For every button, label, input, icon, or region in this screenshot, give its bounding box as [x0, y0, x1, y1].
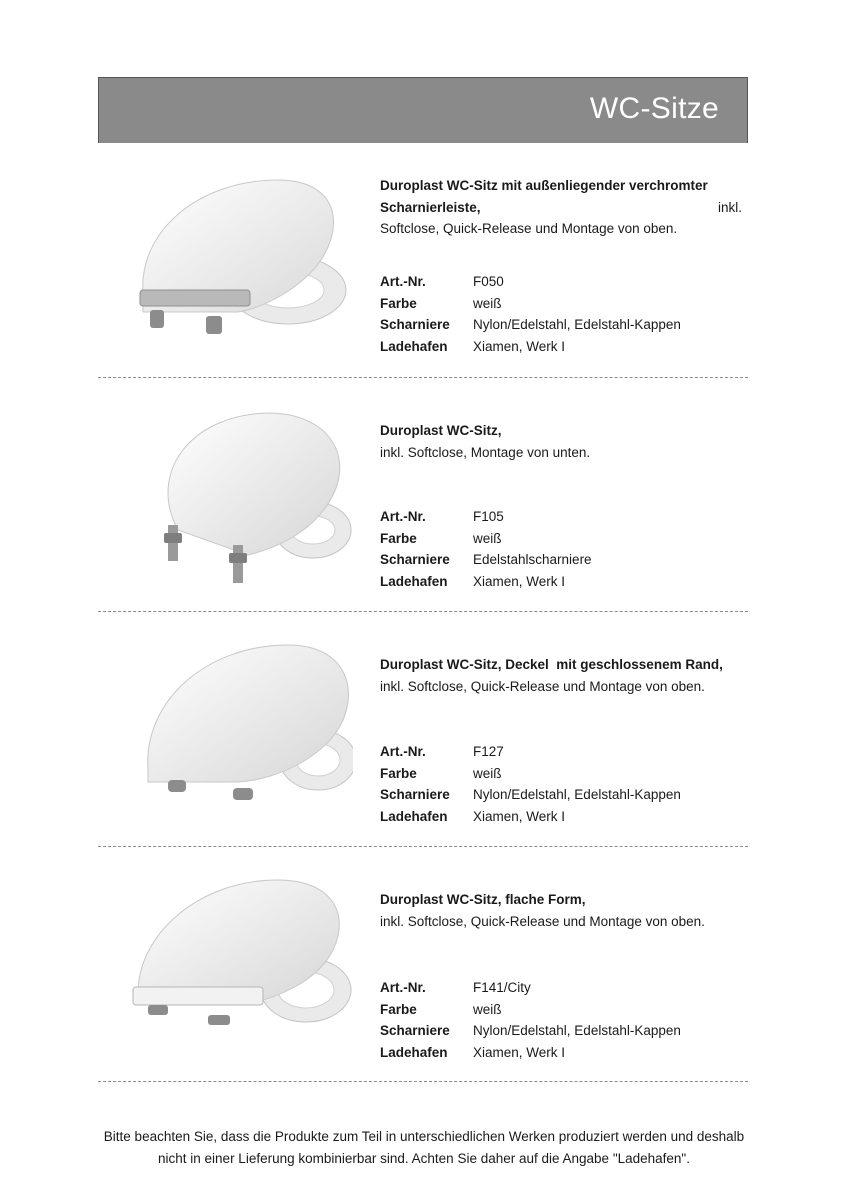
spec-label-ladehafen: Ladehafen [380, 1044, 448, 1060]
spec-label-art-nr: Art.-Nr. [380, 274, 426, 289]
product-subtitle: inkl. Softclose, Quick-Release und Montage von oben. [380, 678, 705, 694]
product-f050 [98, 160, 748, 370]
footer-line: Bitte beachten Sie, dass die Produkte zum Teil in unterschiedlichen Werken produziert werden und deshalb [103, 1129, 745, 1144]
spec-value-scharniere: Nylon/Edelstahl, Edelstahl-Kappen [473, 787, 681, 802]
spec-label-scharniere: Scharniere [380, 787, 450, 802]
spec-value-farbe: weiß [473, 295, 502, 311]
spec-label-farbe: Farbe [380, 1001, 417, 1017]
section-divider [98, 611, 748, 612]
toilet-seat-icon [128, 172, 353, 352]
spec-label-ladehafen: Ladehafen [380, 338, 448, 354]
spec-value-art-nr: F141/City [473, 980, 531, 995]
spec-value-ladehafen: Xiamen, Werk I [473, 1044, 566, 1060]
product-subtitle: inkl. Softclose, Quick-Release und Montage von oben. [380, 913, 705, 929]
spec-value-art-nr: F127 [473, 744, 504, 759]
spec-label-art-nr: Art.-Nr. [380, 980, 426, 995]
page-title: WC-Sitze [589, 92, 719, 125]
product-description [380, 175, 750, 240]
spec-value-ladehafen: Xiamen, Werk I [473, 573, 566, 589]
spec-label-ladehafen: Ladehafen [380, 808, 448, 824]
spec-label-farbe: Farbe [380, 765, 417, 781]
spec-value-scharniere: Nylon/Edelstahl, Edelstahl-Kappen [473, 317, 681, 332]
product-description [380, 889, 750, 932]
spec-label-ladehafen: Ladehafen [380, 573, 448, 589]
product-subtitle: Softclose, Quick-Release und Montage von oben. [380, 221, 678, 236]
section-divider [98, 1081, 748, 1082]
spec-value-scharniere: Nylon/Edelstahl, Edelstahl-Kappen [473, 1023, 681, 1038]
product-f105 [98, 395, 748, 605]
spec-value-ladehafen: Xiamen, Werk I [473, 338, 566, 354]
spec-value-farbe: weiß [473, 765, 502, 781]
toilet-seat-icon [128, 640, 353, 820]
spec-label-art-nr: Art.-Nr. [380, 744, 426, 759]
spec-label-scharniere: Scharniere [380, 1023, 450, 1038]
spec-label-scharniere: Scharniere [380, 317, 450, 332]
product-title: Duroplast WC-Sitz, flache Form, [380, 892, 586, 907]
product-title-continued: Scharnierleiste, [380, 199, 481, 215]
product-description [380, 654, 750, 697]
spec-value-scharniere: Edelstahlscharniere [473, 552, 592, 567]
toilet-seat-icon [128, 875, 353, 1055]
product-subtitle: inkl. Softclose, Montage von unten. [380, 444, 591, 460]
product-subtitle-lead: inkl. [718, 199, 743, 215]
product-f127 [98, 630, 748, 840]
spec-value-ladehafen: Xiamen, Werk I [473, 808, 566, 824]
section-divider [98, 377, 748, 378]
spec-label-farbe: Farbe [380, 530, 417, 546]
spec-label-farbe: Farbe [380, 295, 417, 311]
toilet-seat-icon [128, 405, 353, 585]
spec-label-art-nr: Art.-Nr. [380, 509, 426, 524]
spec-value-art-nr: F105 [473, 509, 504, 524]
footer-line: nicht in einer Lieferung kombinierbar sind. Achten Sie daher auf die Angabe "Ladehafen". [158, 1151, 690, 1166]
footer-note [40, 1126, 808, 1170]
product-title: Duroplast WC-Sitz mit außenliegender verchromter [380, 178, 708, 193]
product-title: Duroplast WC-Sitz, [380, 423, 502, 438]
product-description [380, 420, 750, 463]
page-header [98, 77, 748, 143]
spec-label-scharniere: Scharniere [380, 552, 450, 567]
spec-value-art-nr: F050 [473, 274, 504, 289]
spec-value-farbe: weiß [473, 1001, 502, 1017]
spec-value-farbe: weiß [473, 530, 502, 546]
product-f141-city [98, 865, 748, 1075]
section-divider [98, 846, 748, 847]
product-title: Duroplast WC-Sitz, Deckel mit geschlossenem Rand, [380, 657, 723, 672]
